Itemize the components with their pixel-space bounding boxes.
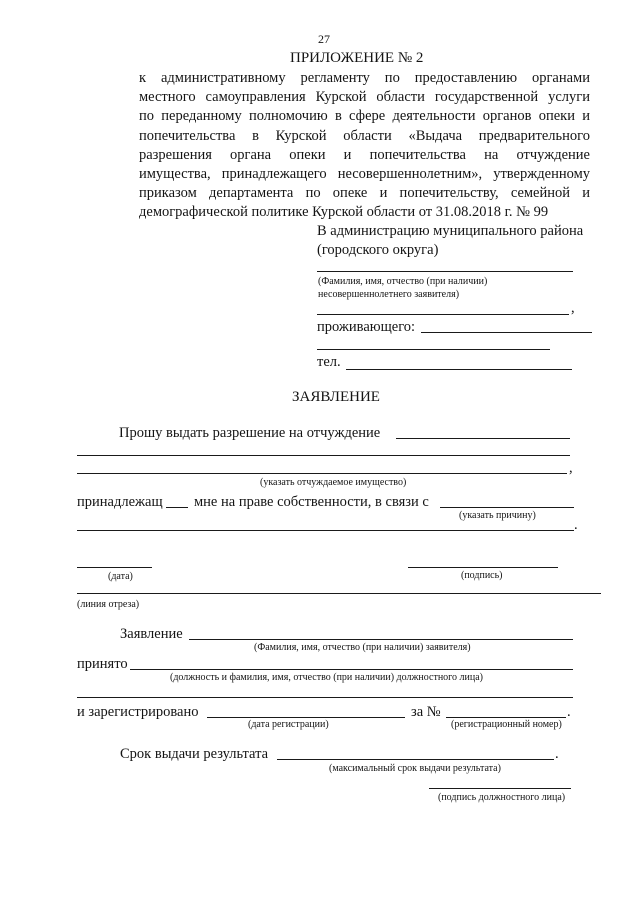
property-field-line-3[interactable] [77,473,567,474]
registration-date-field[interactable] [207,717,405,718]
accepted-label: принято [77,656,128,672]
date-hint: (дата) [108,571,133,582]
residence-continuation-field[interactable] [317,349,550,350]
comma: , [569,460,573,476]
period: . [555,746,559,762]
official-signature-hint: (подпись должностного лица) [438,792,566,803]
receipt-applicant-hint: (Фамилия, имя, отчество (при наличии) заявителя) [254,642,471,653]
request-text: Прошу выдать разрешение на отчуждение [119,425,381,441]
cut-line [77,593,601,594]
appendix-line: местного самоуправления Курской области государственной услуги [139,89,590,106]
statement-label: Заявление [120,626,183,642]
appendix-line: имущества, принадлежащего несовершеннолетним», утвержденному [139,165,590,182]
form-title: ЗАЯВЛЕНИЕ [292,389,380,405]
ownership-label-a: принадлежащ [77,494,163,510]
appendix-line: демографической политике Курской области от 31.08.2018 г. № 99 [139,204,549,221]
period: . [574,517,578,533]
property-hint: (указать отчуждаемое имущество) [260,477,407,488]
registered-label: и зарегистрировано [77,704,199,720]
registration-number-hint: (регистрационный номер) [451,719,562,730]
residing-label: проживающего: [317,319,416,335]
deadline-label: Срок выдачи результата [120,746,269,762]
addressee-line-2: (городского округа) [317,242,439,258]
addressee-line-1: В администрацию муниципального района [317,223,584,239]
comma: , [571,300,575,316]
date-field[interactable] [77,567,152,568]
deadline-field[interactable] [277,759,554,760]
appendix-line: попечительства в Курской области «Выдача предварительного [139,127,590,144]
reason-field[interactable] [440,507,574,508]
cut-line-label: (линия отреза) [77,599,140,610]
property-field-line-2[interactable] [77,455,570,456]
official-hint: (должность и фамилия, имя, отчество (при наличии) должностного лица) [170,672,483,683]
registration-number-field[interactable] [446,717,566,718]
phone-field[interactable] [346,369,572,370]
official-field-line-2[interactable] [77,697,573,698]
receipt-applicant-field[interactable] [189,639,573,640]
page-number: 27 [318,32,330,46]
signature-field[interactable] [408,567,558,568]
property-field[interactable] [396,438,570,439]
appendix-line: к административному регламенту по предоставлению органами [139,70,590,86]
official-field[interactable] [130,669,573,670]
signature-hint: (подпись) [461,570,503,581]
appendix-title: ПРИЛОЖЕНИЕ № 2 [290,50,424,66]
deadline-hint: (максимальный срок выдачи результата) [329,763,501,774]
ownership-ending-field[interactable] [166,507,188,508]
appendix-line: приказом департамента по опеке и попечительству, семейной и [139,185,590,202]
appendix-line: разрешения органа опеки и попечительства на отчуждение [139,146,590,163]
applicant-name-hint-2: несовершеннолетнего заявителя) [318,289,460,300]
applicant-name-hint-1: (Фамилия, имя, отчество (при наличии) [318,276,488,287]
reason-field-line-2[interactable] [77,530,574,531]
appendix-description [139,69,590,223]
reason-hint: (указать причину) [459,510,536,521]
official-signature-field[interactable] [429,788,571,789]
residence-field[interactable] [421,332,592,333]
applicant-name-continuation-field[interactable] [317,314,569,315]
registration-number-prefix: за № [411,704,441,720]
phone-label: тел. [317,354,341,370]
applicant-name-field[interactable] [317,271,573,272]
period: . [567,704,571,720]
appendix-line: по переданному полномочию в сфере деятельности органов опеки и [139,108,590,125]
ownership-label-b: мне на праве собственности, в связи с [194,494,429,510]
registration-date-hint: (дата регистрации) [248,719,329,730]
